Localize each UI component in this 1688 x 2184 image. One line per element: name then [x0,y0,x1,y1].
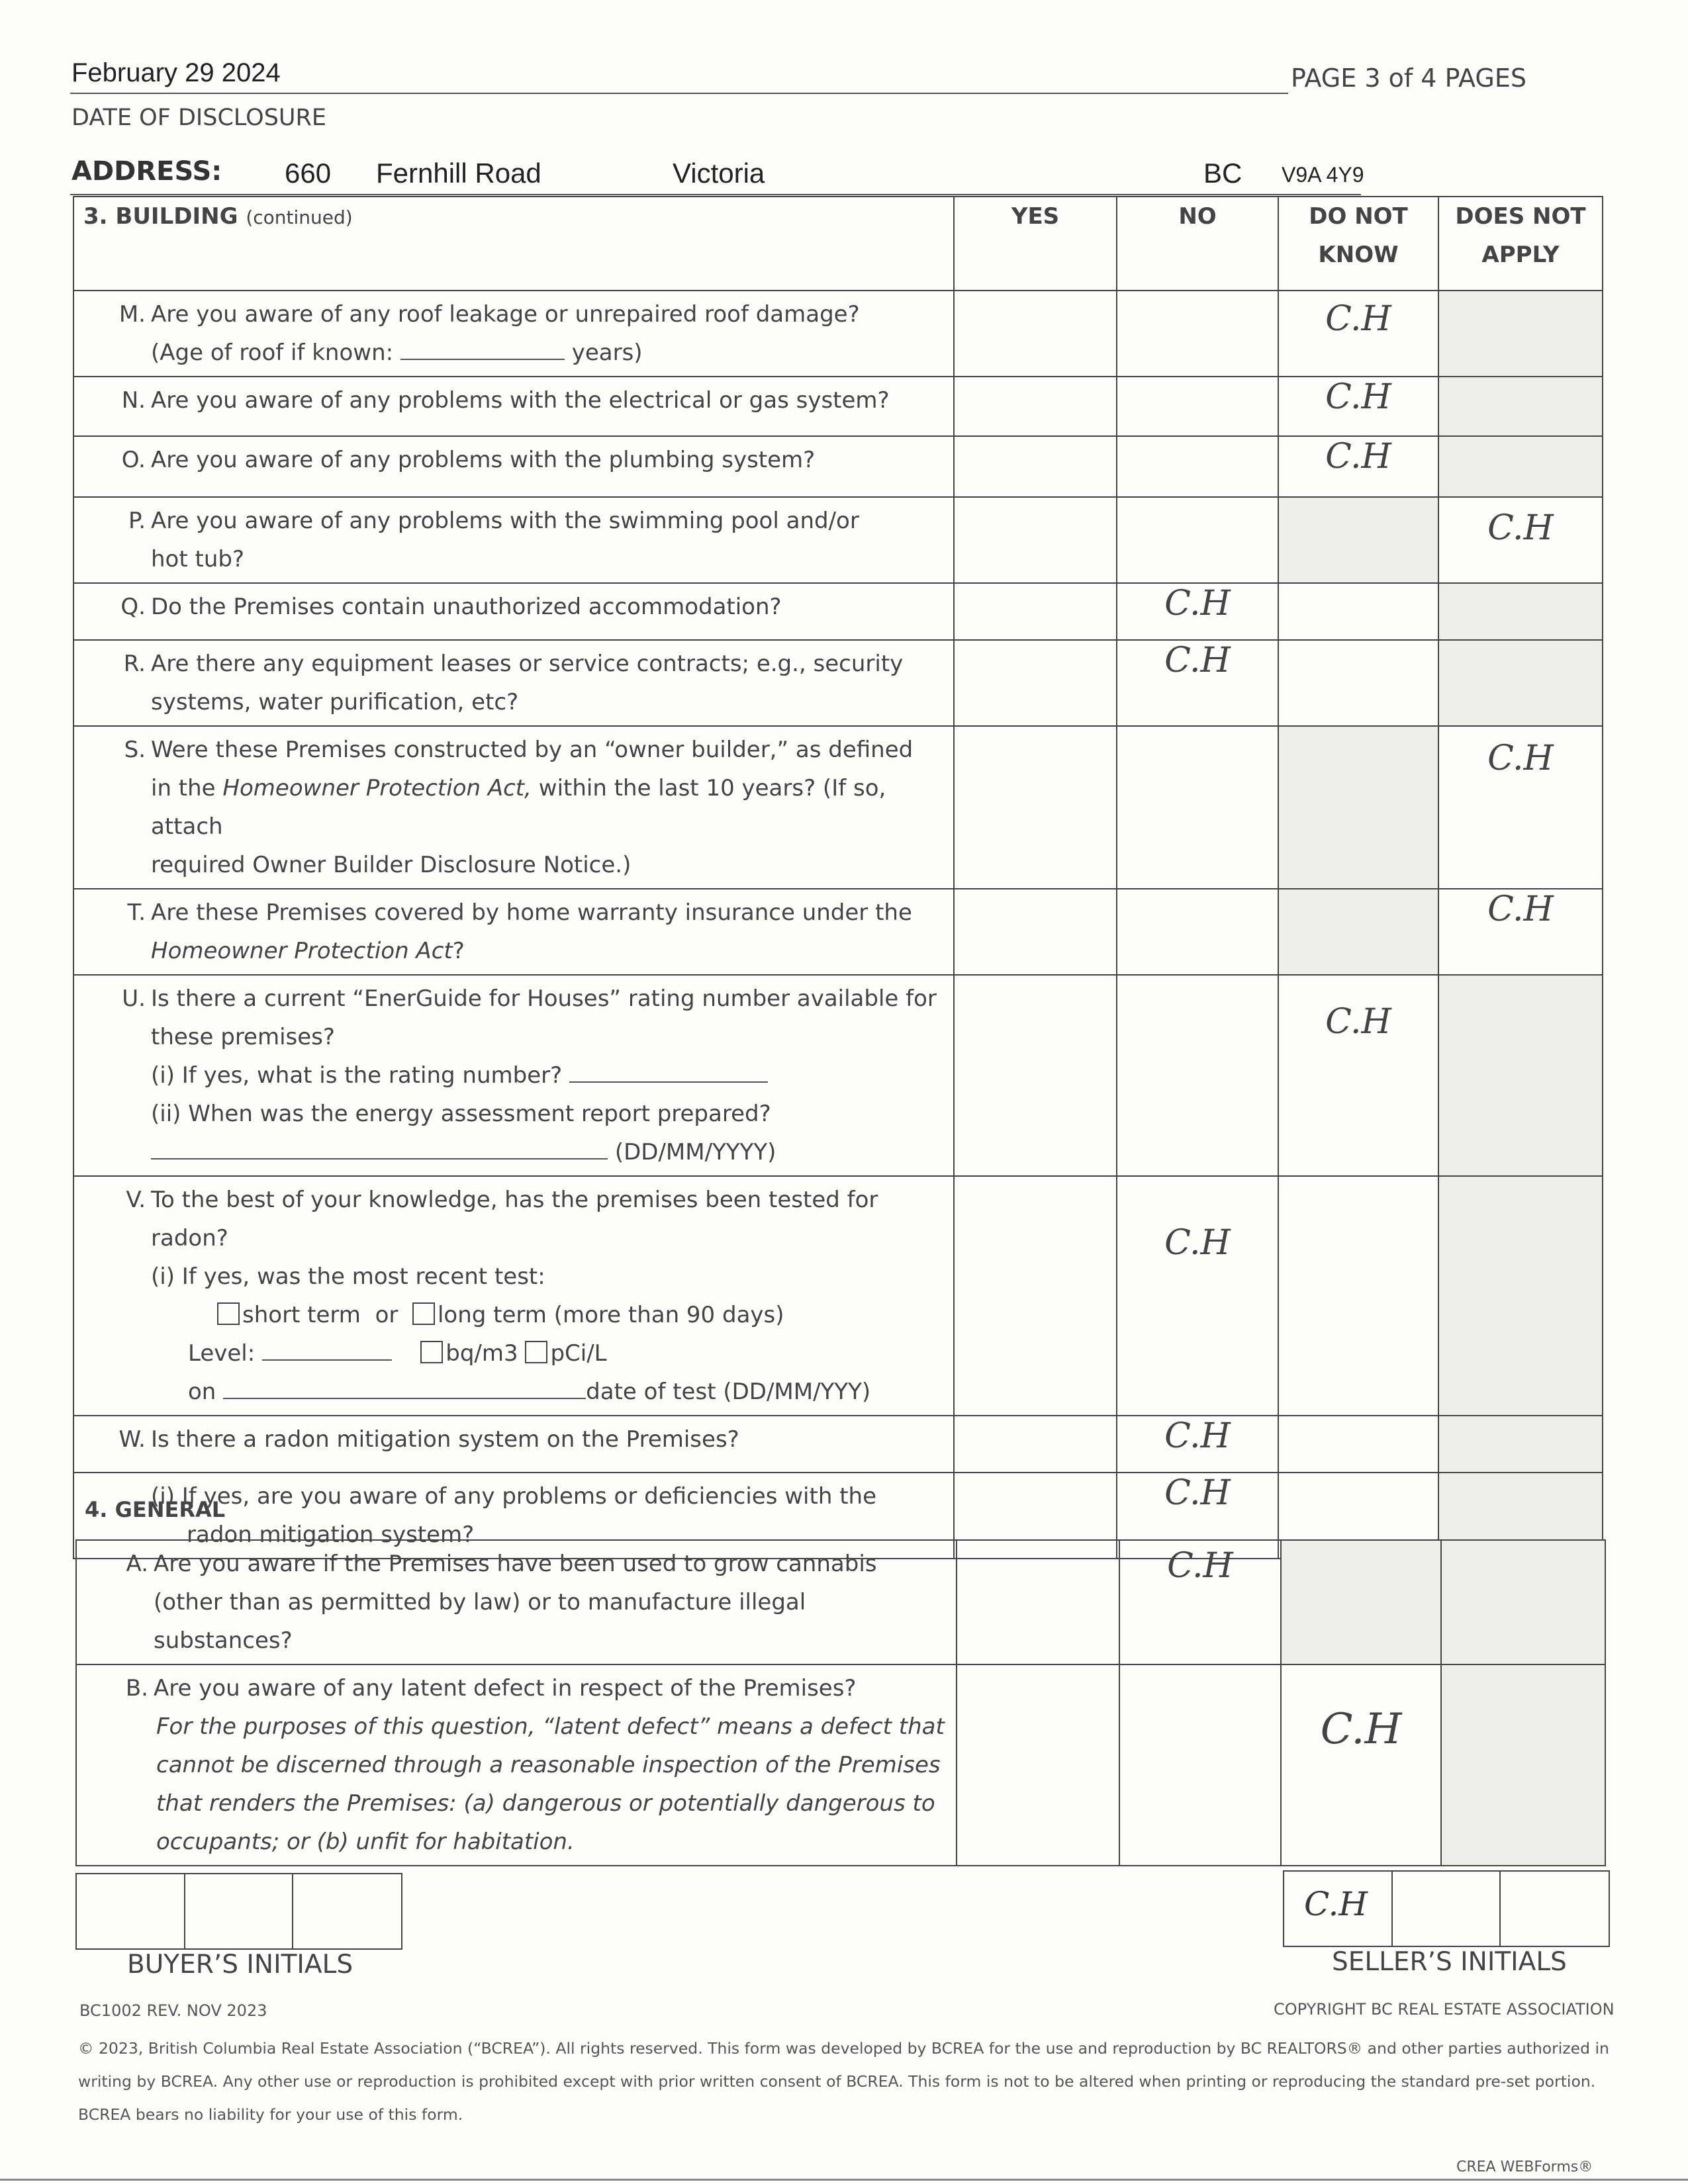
question-w: W. Is there a radon mitigation system on the Premises? [73,1416,954,1473]
q-yes-cell[interactable] [954,583,1117,640]
question-u: U. Is there a current “EnerGuide for Houses” rating number available for these premises? (i) If yes, what is the rating number? (ii) When was the energy assessment report prepared? (DD/MM/YYYY) [73,975,954,1176]
table-row [73,583,1603,640]
date-underline [70,93,1288,94]
question-t: T. Are these Premises covered by home warranty insurance under the Homeowner Protection Act? [73,889,954,975]
table-row [73,436,1603,497]
question-q: Q. Do the Premises contain unauthorized accommodation? [73,583,954,640]
o-do-not-know-cell[interactable] [1278,436,1438,497]
buyer-initials-divider [292,1874,293,1948]
w-does-not-apply-cell[interactable] [1438,1416,1603,1473]
p-yes-cell[interactable] [954,497,1117,583]
t-answer-initials: C.H [1487,889,1554,929]
seller-initials-boxes [1283,1870,1610,1947]
p-answer-initials: C.H [1487,508,1554,548]
m-no-cell[interactable] [1117,291,1278,377]
table-row [73,975,1603,1176]
4b-do-not-know-cell[interactable] [1281,1664,1441,1866]
form-code: BC1002 REV. NOV 2023 [79,2001,267,2020]
p-do-not-know-cell[interactable] [1278,497,1438,583]
v-no-cell[interactable] [1117,1176,1278,1416]
seller-initials-label: SELLER’S INITIALS [1332,1947,1567,1977]
w-no-cell[interactable] [1117,1416,1278,1473]
v-yes-cell[interactable] [954,1176,1117,1416]
address-postal-code: V9A 4Y9 [1282,163,1364,187]
table-header-row [73,197,1603,291]
buyer-initials-divider [184,1874,185,1948]
p-no-cell[interactable] [1117,497,1278,583]
col-does-not-apply: DOES NOT APPLY [1438,197,1603,291]
question-4a: A. Are you aware if the Premises have been used to grow cannabis (other than as permitted by law) or to manufacture illegal substances? [76,1540,957,1664]
address-label: ADDRESS: [71,156,222,187]
u-answer-initials: C.H [1325,1002,1391,1042]
u-yes-cell[interactable] [954,975,1117,1176]
question-r: R. Are there any equipment leases or service contracts; e.g., security systems, water purification, etc? [73,640,954,726]
n-yes-cell[interactable] [954,377,1117,436]
u-no-cell[interactable] [1117,975,1278,1176]
table-row [73,291,1603,377]
table-row [73,377,1603,436]
page-bottom-edge [0,2179,1688,2181]
question-s: S. Were these Premises constructed by an “owner builder,” as defined in the Homeowner Protection Act, within the last 10 years? (If so, attach required Owner Builder Disclosure Notice.) [73,726,954,889]
buyer-initials-boxes [75,1873,402,1950]
col-yes: YES [954,197,1117,291]
v-do-not-know-cell[interactable] [1278,1176,1438,1416]
address-city: Victoria [673,158,765,189]
w-do-not-know-cell[interactable] [1278,1416,1438,1473]
w-i-answer-initials: C.H [1164,1473,1231,1513]
address-province: BC [1203,158,1243,189]
question-n: N. Are you aware of any problems with the electrical or gas system? [73,377,954,436]
v-answer-initials: C.H [1164,1223,1231,1263]
m-yes-cell[interactable] [954,291,1117,377]
date-of-disclosure-value: February 29 2024 [71,58,281,87]
address-street: Fernhill Road [376,158,541,189]
4a-do-not-know-cell[interactable] [1281,1540,1441,1664]
n-does-not-apply-cell[interactable] [1438,377,1603,436]
t-do-not-know-cell[interactable] [1278,889,1438,975]
seller-initials-divider [1499,1872,1501,1946]
s-answer-initials: C.H [1487,739,1554,778]
table-row [73,726,1603,889]
section-4-title: 4. GENERAL [85,1497,226,1522]
s-yes-cell[interactable] [954,726,1117,889]
w-answer-initials: C.H [1164,1416,1231,1456]
s-does-not-apply-cell[interactable] [1438,726,1603,889]
q-do-not-know-cell[interactable] [1278,583,1438,640]
p-does-not-apply-cell[interactable] [1438,497,1603,583]
short-term-checkbox[interactable] [217,1302,240,1325]
t-no-cell[interactable] [1117,889,1278,975]
question-o: O. Are you aware of any problems with the plumbing system? [73,436,954,497]
seller-initials-divider [1391,1872,1393,1946]
buyer-initials-label: BUYER’S INITIALS [127,1950,353,1979]
question-p: P. Are you aware of any problems with the swimming pool and/or hot tub? [73,497,954,583]
u-does-not-apply-cell[interactable] [1438,975,1603,1176]
o-no-cell[interactable] [1117,436,1278,497]
table-row [73,497,1603,583]
q-no-cell[interactable] [1117,583,1278,640]
question-m: M. Are you aware of any roof leakage or unrepaired roof damage? (Age of roof if known: years) [73,291,954,377]
table-row [73,640,1603,726]
r-answer-initials: C.H [1164,641,1231,680]
table-row [76,1540,1605,1664]
crea-webforms-logo: CREA WEBForms® [1456,2159,1593,2175]
r-do-not-know-cell[interactable] [1278,640,1438,726]
section-4-general-table [75,1539,1606,1866]
s-no-cell[interactable] [1117,726,1278,889]
s-do-not-know-cell[interactable] [1278,726,1438,889]
table-row [73,889,1603,975]
n-no-cell[interactable] [1117,377,1278,436]
section-3-title: 3. BUILDING (continued) [73,197,954,291]
m-do-not-know-cell[interactable] [1278,291,1438,377]
table-row [73,1176,1603,1416]
question-v: V. To the best of your knowledge, has the premises been tested for radon? (i) If yes, was the most recent test: short term or long term (more than 90 days) Level: bq/m3 pCi/L on date of test (DD/MM/YYY) [73,1176,954,1416]
table-row [73,1416,1603,1473]
m-answer-initials: C.H [1325,299,1391,339]
question-4b: B. Are you aware of any latent defect in respect of the Premises? For the purposes of this question, “latent defect” means a defect that cannot be discerned through a reasonable inspection of the Premises that renders the Premises: (a) dangerous or potentially dangerous to occupants; or (b) unfit for habitation. [76,1664,957,1866]
section-3-building-table [73,196,1603,1559]
r-does-not-apply-cell[interactable] [1438,640,1603,726]
v-does-not-apply-cell[interactable] [1438,1176,1603,1416]
4a-no-cell[interactable] [1119,1540,1281,1664]
n-do-not-know-cell[interactable] [1278,377,1438,436]
bq-m3-checkbox[interactable] [420,1341,443,1363]
page-indicator: PAGE 3 of 4 PAGES [1291,64,1526,93]
o-yes-cell[interactable] [954,436,1117,497]
4a-yes-cell[interactable] [957,1540,1119,1664]
4a-answer-initials: C.H [1167,1546,1233,1586]
q-does-not-apply-cell[interactable] [1438,583,1603,640]
w-yes-cell[interactable] [954,1416,1117,1473]
copyright-notice: COPYRIGHT BC REAL ESTATE ASSOCIATION [1274,2000,1615,2019]
table-row [76,1664,1605,1866]
4b-does-not-apply-cell[interactable] [1441,1664,1605,1866]
t-yes-cell[interactable] [954,889,1117,975]
4a-does-not-apply-cell[interactable] [1441,1540,1605,1664]
r-no-cell[interactable] [1117,640,1278,726]
date-of-disclosure-label: DATE OF DISCLOSURE [71,105,326,131]
q-answer-initials: C.H [1164,584,1231,623]
m-does-not-apply-cell[interactable] [1438,291,1603,377]
o-does-not-apply-cell[interactable] [1438,436,1603,497]
pci-l-checkbox[interactable] [525,1341,547,1363]
o-answer-initials: C.H [1325,437,1391,477]
address-number: 660 [285,158,332,189]
address-underline [70,194,1361,195]
4b-answer-initials: C.H [1320,1705,1402,1754]
4b-yes-cell[interactable] [957,1664,1119,1866]
4b-no-cell[interactable] [1119,1664,1281,1866]
r-yes-cell[interactable] [954,640,1117,726]
copyright-disclaimer: © 2023, British Columbia Real Estate Association (“BCREA”). All rights reserved. This form was developed by BCREA for the use and reproduction by BC REALTORS® and other parties authorized in writing by BCREA. Any other use or reproduction is prohibited except with prior written consent of BCREA. This form is not to be altered when printing or reproducing the standard pre-set portion. BCREA bears no liability for your use of this form. [78,2039,1609,2124]
seller-initials-1[interactable]: C.H [1304,1885,1368,1923]
long-term-checkbox[interactable] [412,1302,435,1325]
t-does-not-apply-cell[interactable] [1438,889,1603,975]
n-answer-initials: C.H [1325,377,1391,417]
u-do-not-know-cell[interactable] [1278,975,1438,1176]
col-do-not-know: DO NOT KNOW [1278,197,1438,291]
question-w-i: (i) If yes, are you aware of any problems or deficiencies with the radon mitigation system? [73,1473,954,1559]
col-no: NO [1117,197,1278,291]
